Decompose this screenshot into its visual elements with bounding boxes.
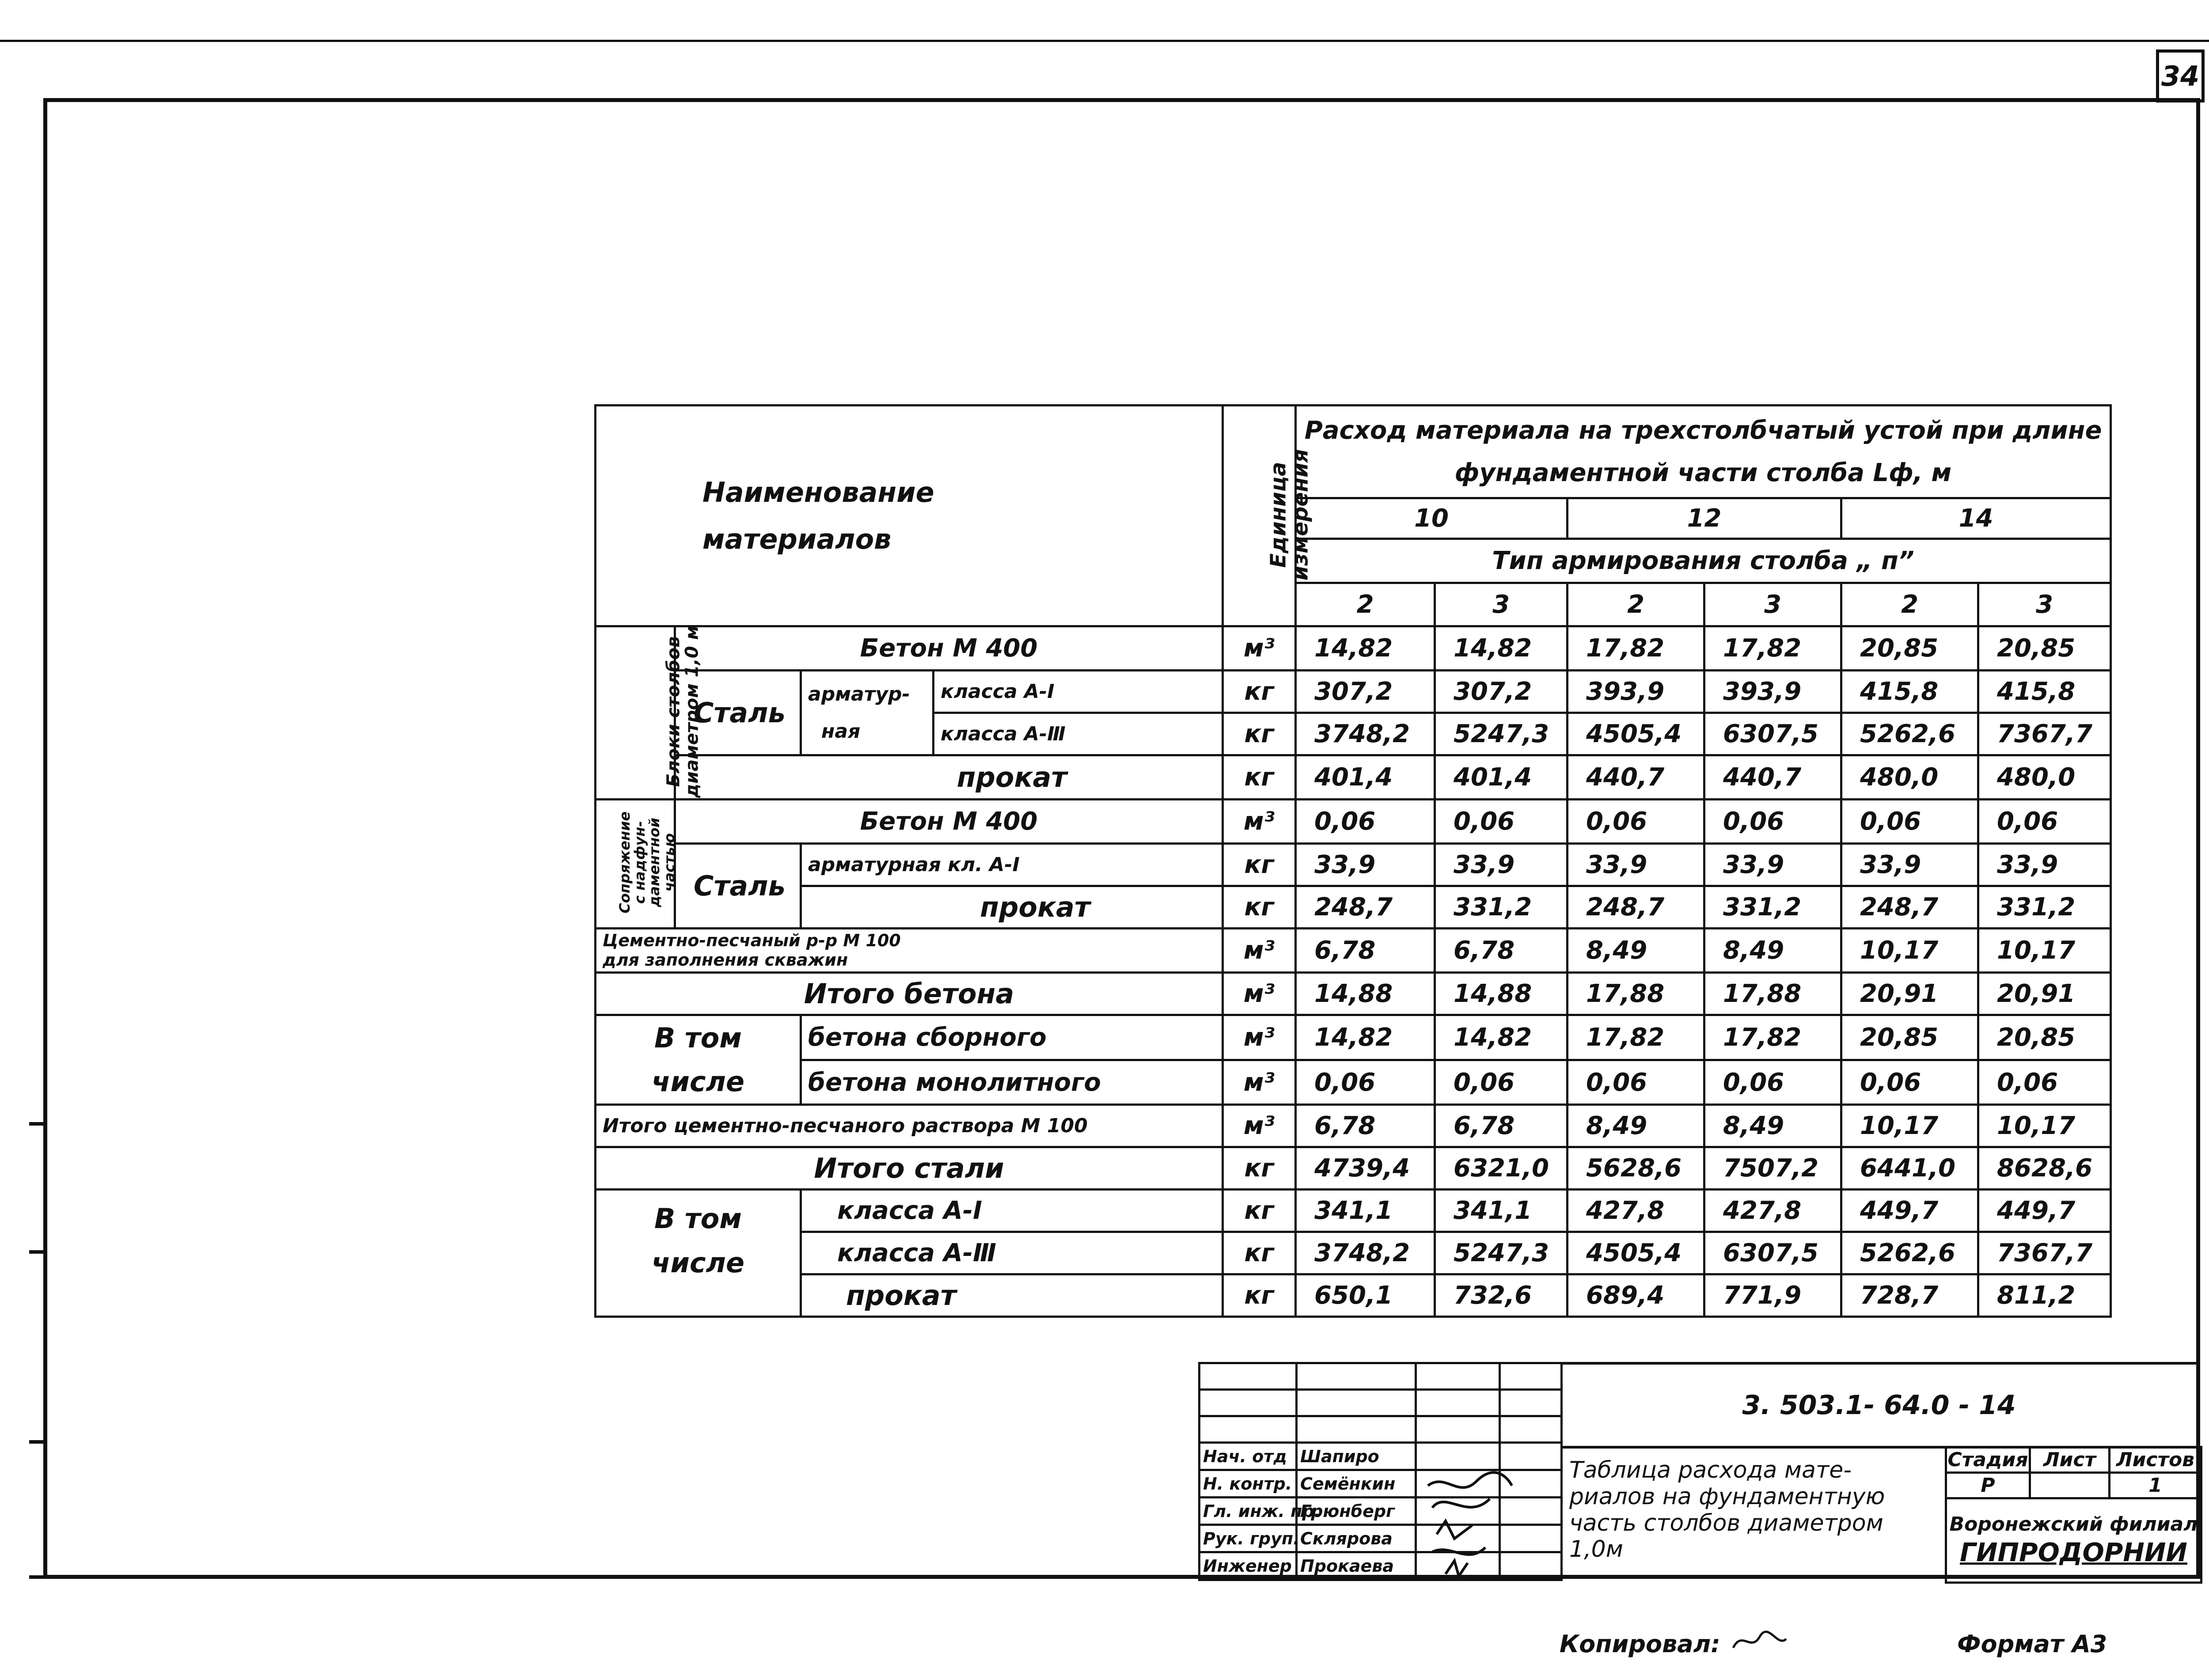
signature bbox=[1416, 1443, 1500, 1470]
stage-table bbox=[1945, 1446, 2202, 1584]
row-unit: м³ bbox=[1223, 1105, 1296, 1147]
row-label-incl bbox=[596, 1015, 801, 1105]
header-unit-text: Единица измерения bbox=[1266, 449, 1313, 581]
cell-value: 20,85 bbox=[1978, 1015, 2111, 1060]
header-consumption-line2: фундаментной части столба Lф, м bbox=[1454, 458, 1952, 487]
cell-value: 17,82 bbox=[1704, 1015, 1841, 1060]
role-label: Рук. груп. bbox=[1199, 1525, 1297, 1552]
cell-value: 17,82 bbox=[1568, 626, 1704, 671]
cell-value: 6307,5 bbox=[1704, 1232, 1841, 1274]
cell-value: 449,7 bbox=[1978, 1190, 2111, 1232]
sheet-number: 34 bbox=[2156, 49, 2205, 102]
row-label: Итого бетона bbox=[596, 973, 1223, 1015]
cell-value: 5247,3 bbox=[1435, 1232, 1568, 1274]
cell-value: 0,06 bbox=[1568, 800, 1704, 844]
cell-value: 0,06 bbox=[1568, 1060, 1704, 1105]
row-unit: кг bbox=[1223, 844, 1296, 886]
cell-value: 3748,2 bbox=[1296, 1232, 1435, 1274]
cell-value: 771,9 bbox=[1704, 1274, 1841, 1317]
cell-value: 5262,6 bbox=[1841, 1232, 1978, 1274]
row-label-incl-line2: числе bbox=[651, 1066, 745, 1098]
group2-label bbox=[596, 800, 678, 929]
cell-value: 415,8 bbox=[1978, 671, 2111, 713]
cell-value: 440,7 bbox=[1568, 755, 1704, 800]
cell-value: 248,7 bbox=[1296, 886, 1435, 929]
cell-value: 650,1 bbox=[1296, 1274, 1435, 1317]
role-label: Нач. отд bbox=[1199, 1443, 1297, 1470]
cell-value: 393,9 bbox=[1704, 671, 1841, 713]
cell-value: 480,0 bbox=[1841, 755, 1978, 800]
row-label: арматурная кл. А-I bbox=[801, 844, 1223, 886]
row-unit: м³ bbox=[1223, 800, 1296, 844]
header-materials bbox=[596, 406, 1223, 626]
row-label-steel: Сталь bbox=[675, 844, 801, 929]
row-label-arm-line2: ная bbox=[821, 720, 861, 743]
group2-label-text: Сопряжение с надфун- даментной частью bbox=[616, 811, 678, 914]
copied-by-label: Копировал: bbox=[1560, 1630, 1720, 1658]
header-materials-line1: Наименование bbox=[702, 476, 934, 509]
cell-value: 811,2 bbox=[1978, 1274, 2111, 1317]
person-name: Склярова bbox=[1297, 1525, 1416, 1552]
cell-value: 5247,3 bbox=[1435, 713, 1568, 755]
header-type: 3 bbox=[1704, 583, 1841, 626]
cell-value: 415,8 bbox=[1841, 671, 1978, 713]
cell-value: 10,17 bbox=[1978, 1105, 2111, 1147]
person-name: Шапиро bbox=[1297, 1443, 1416, 1470]
cell-value: 20,85 bbox=[1841, 626, 1978, 671]
row-label-incl-line1: В том bbox=[654, 1202, 742, 1235]
cell-value: 440,7 bbox=[1704, 755, 1841, 800]
cell-value: 33,9 bbox=[1841, 844, 1978, 886]
cell-value: 8,49 bbox=[1568, 929, 1704, 973]
cell-value: 17,82 bbox=[1704, 626, 1841, 671]
cell-value: 20,85 bbox=[1841, 1015, 1978, 1060]
header-materials-line2: материалов bbox=[702, 523, 892, 555]
row-label-mortar bbox=[596, 929, 1223, 973]
cell-value: 14,88 bbox=[1296, 973, 1435, 1015]
row-label: бетона сборного bbox=[801, 1015, 1223, 1060]
row-label: прокат bbox=[801, 886, 1223, 929]
sheet-value bbox=[2030, 1473, 2110, 1498]
cell-value: 7507,2 bbox=[1704, 1147, 1841, 1190]
cell-value: 341,1 bbox=[1435, 1190, 1568, 1232]
cell-value: 449,7 bbox=[1841, 1190, 1978, 1232]
cell-value: 33,9 bbox=[1978, 844, 2111, 886]
row-label-mortar-line1: Цементно-песчаный р-р М 100 bbox=[603, 930, 901, 950]
cell-value: 20,85 bbox=[1978, 626, 2111, 671]
row-label: Итого стали bbox=[596, 1147, 1223, 1190]
header-length-12: 12 bbox=[1568, 498, 1841, 539]
cell-value: 0,06 bbox=[1704, 800, 1841, 844]
cell-value: 0,06 bbox=[1841, 1060, 1978, 1105]
cell-value: 14,82 bbox=[1435, 1015, 1568, 1060]
header-consumption bbox=[1296, 406, 2111, 498]
cell-value: 14,82 bbox=[1296, 626, 1435, 671]
person-name: Семёнкин bbox=[1297, 1470, 1416, 1498]
title-block-right bbox=[1560, 1362, 2200, 1579]
cell-value: 10,17 bbox=[1841, 1105, 1978, 1147]
row-label-incl bbox=[596, 1190, 801, 1317]
row-label-arm-line1: арматур- bbox=[808, 683, 910, 705]
cell-value: 8,49 bbox=[1568, 1105, 1704, 1147]
cell-value: 6321,0 bbox=[1435, 1147, 1568, 1190]
group1-label-text: Блоки столбов диаметром 1,0 м bbox=[663, 625, 702, 798]
cell-value: 17,88 bbox=[1704, 973, 1841, 1015]
header-type: 3 bbox=[1978, 583, 2111, 626]
sheet-label: Лист bbox=[2030, 1447, 2110, 1473]
header-type: 2 bbox=[1296, 583, 1435, 626]
cell-value: 3748,2 bbox=[1296, 713, 1435, 755]
row-unit: м³ bbox=[1223, 1015, 1296, 1060]
cell-value: 427,8 bbox=[1568, 1190, 1704, 1232]
cell-value: 307,2 bbox=[1296, 671, 1435, 713]
cell-value: 4739,4 bbox=[1296, 1147, 1435, 1190]
cell-value: 307,2 bbox=[1435, 671, 1568, 713]
person-name: Прокаева bbox=[1297, 1552, 1416, 1580]
row-label-incl-line1: В том bbox=[654, 1022, 742, 1054]
header-type: 2 bbox=[1568, 583, 1704, 626]
cell-value: 14,82 bbox=[1435, 626, 1568, 671]
signatures-scribble bbox=[1419, 1472, 1525, 1578]
row-label: Итого цементно-песчаного раствора М 100 bbox=[596, 1105, 1223, 1147]
cell-value: 427,8 bbox=[1704, 1190, 1841, 1232]
cell-value: 0,06 bbox=[1704, 1060, 1841, 1105]
row-label: Бетон М 400 bbox=[675, 800, 1223, 844]
organization-name: ГИПРОДОРНИИ bbox=[1960, 1537, 2187, 1568]
cell-value: 10,17 bbox=[1978, 929, 2111, 973]
row-label: Бетон М 400 bbox=[675, 626, 1223, 671]
cell-value: 14,88 bbox=[1435, 973, 1568, 1015]
cell-value: 0,06 bbox=[1978, 1060, 2111, 1105]
row-label: класса А-I bbox=[934, 671, 1223, 713]
cell-value: 20,91 bbox=[1841, 973, 1978, 1015]
row-unit: кг bbox=[1223, 886, 1296, 929]
header-consumption-line1: Расход материала на трехстолбчатый устой при длине bbox=[1304, 416, 2102, 445]
cell-value: 689,4 bbox=[1568, 1274, 1704, 1317]
role-label: Н. контр. bbox=[1199, 1470, 1297, 1498]
row-label: класса А-Ⅲ bbox=[801, 1232, 1223, 1274]
row-label: бетона монолитного bbox=[801, 1060, 1223, 1105]
cell-value: 20,91 bbox=[1978, 973, 2111, 1015]
cell-value: 480,0 bbox=[1978, 755, 2111, 800]
document-title-line1: Таблица расхода мате- bbox=[1569, 1457, 1852, 1483]
row-label-mortar-line2: для заполнения скважин bbox=[603, 950, 848, 970]
margin-tick bbox=[29, 1250, 47, 1254]
header-unit bbox=[1223, 406, 1313, 626]
cell-value: 14,82 bbox=[1296, 1015, 1435, 1060]
row-unit: кг bbox=[1223, 755, 1296, 800]
cell-value: 248,7 bbox=[1568, 886, 1704, 929]
document-code: 3. 503.1- 64.0 - 14 bbox=[1560, 1365, 2198, 1449]
organization-line1: Воронежский филиал bbox=[1949, 1513, 2198, 1536]
group1-label bbox=[596, 625, 702, 800]
row-label-incl-line2: числе bbox=[651, 1246, 745, 1279]
sheets-label: Листов bbox=[2110, 1447, 2201, 1473]
row-unit: кг bbox=[1223, 671, 1296, 713]
cell-value: 331,2 bbox=[1978, 886, 2111, 929]
cell-value: 0,06 bbox=[1296, 1060, 1435, 1105]
row-unit: м³ bbox=[1223, 929, 1296, 973]
row-label-arm bbox=[801, 671, 934, 755]
title-block bbox=[1198, 1362, 2200, 1579]
paper-format: Формат А3 bbox=[1957, 1630, 2107, 1658]
header-type: 2 bbox=[1841, 583, 1978, 626]
cell-value: 4505,4 bbox=[1568, 713, 1704, 755]
row-label: класса А-Ⅲ bbox=[934, 713, 1223, 755]
stage-label: Стадия bbox=[1946, 1447, 2030, 1473]
header-type: 3 bbox=[1435, 583, 1568, 626]
cell-value: 8628,6 bbox=[1978, 1147, 2111, 1190]
cell-value: 0,06 bbox=[1296, 800, 1435, 844]
header-reinforcement-type: Тип армирования столба „ п” bbox=[1296, 539, 2111, 583]
cell-value: 6,78 bbox=[1296, 1105, 1435, 1147]
document-title-line3: часть столбов диаметром 1,0м bbox=[1569, 1509, 1883, 1563]
row-unit: кг bbox=[1223, 1274, 1296, 1317]
row-unit: м³ bbox=[1223, 1060, 1296, 1105]
row-label: прокат bbox=[675, 755, 1223, 800]
cell-value: 33,9 bbox=[1435, 844, 1568, 886]
cell-value: 6,78 bbox=[1296, 929, 1435, 973]
row-unit: кг bbox=[1223, 713, 1296, 755]
cell-value: 728,7 bbox=[1841, 1274, 1978, 1317]
cell-value: 248,7 bbox=[1841, 886, 1978, 929]
row-unit: кг bbox=[1223, 1232, 1296, 1274]
cell-value: 732,6 bbox=[1435, 1274, 1568, 1317]
cell-value: 331,2 bbox=[1704, 886, 1841, 929]
row-label: прокат bbox=[801, 1274, 1223, 1317]
header-length-14: 14 bbox=[1841, 498, 2111, 539]
row-label: класса А-I bbox=[801, 1190, 1223, 1232]
row-unit: кг bbox=[1223, 1147, 1296, 1190]
cell-value: 0,06 bbox=[1978, 800, 2111, 844]
cell-value: 4505,4 bbox=[1568, 1232, 1704, 1274]
stage-value: Р bbox=[1946, 1473, 2030, 1498]
top-border-line bbox=[0, 40, 2209, 42]
materials-table bbox=[594, 404, 2112, 1318]
document-title-line2: риалов на фундаментную bbox=[1569, 1483, 1885, 1510]
cell-value: 331,2 bbox=[1435, 886, 1568, 929]
cell-value: 6,78 bbox=[1435, 1105, 1568, 1147]
sheets-value: 1 bbox=[2110, 1473, 2201, 1498]
document-title bbox=[1569, 1457, 1932, 1563]
role-label: Гл. инж. пр. bbox=[1199, 1498, 1297, 1525]
cell-value: 5262,6 bbox=[1841, 713, 1978, 755]
cell-value: 6441,0 bbox=[1841, 1147, 1978, 1190]
cell-value: 5628,6 bbox=[1568, 1147, 1704, 1190]
margin-tick bbox=[29, 1440, 47, 1444]
margin-tick bbox=[29, 1122, 47, 1126]
copied-signature bbox=[1729, 1630, 1791, 1652]
row-unit: кг bbox=[1223, 1190, 1296, 1232]
cell-value: 393,9 bbox=[1568, 671, 1704, 713]
cell-value: 401,4 bbox=[1435, 755, 1568, 800]
copied-by bbox=[1560, 1630, 1791, 1658]
cell-value: 401,4 bbox=[1296, 755, 1435, 800]
row-unit: м³ bbox=[1223, 626, 1296, 671]
cell-value: 341,1 bbox=[1296, 1190, 1435, 1232]
row-label-steel: Сталь bbox=[675, 671, 801, 755]
cell-value: 17,82 bbox=[1568, 1015, 1704, 1060]
role-label: Инженер bbox=[1199, 1552, 1297, 1580]
cell-value: 8,49 bbox=[1704, 1105, 1841, 1147]
cell-value: 8,49 bbox=[1704, 929, 1841, 973]
cell-value: 33,9 bbox=[1568, 844, 1704, 886]
header-length-10: 10 bbox=[1296, 498, 1568, 539]
cell-value: 7367,7 bbox=[1978, 1232, 2111, 1274]
cell-value: 0,06 bbox=[1841, 800, 1978, 844]
cell-value: 17,88 bbox=[1568, 973, 1704, 1015]
person-name: Грюнберг bbox=[1297, 1498, 1416, 1525]
cell-value: 6307,5 bbox=[1704, 713, 1841, 755]
organization bbox=[1946, 1498, 2201, 1583]
cell-value: 33,9 bbox=[1704, 844, 1841, 886]
row-unit: м³ bbox=[1223, 973, 1296, 1015]
cell-value: 7367,7 bbox=[1978, 713, 2111, 755]
cell-value: 6,78 bbox=[1435, 929, 1568, 973]
cell-value: 0,06 bbox=[1435, 800, 1568, 844]
cell-value: 33,9 bbox=[1296, 844, 1435, 886]
cell-value: 0,06 bbox=[1435, 1060, 1568, 1105]
cell-value: 10,17 bbox=[1841, 929, 1978, 973]
